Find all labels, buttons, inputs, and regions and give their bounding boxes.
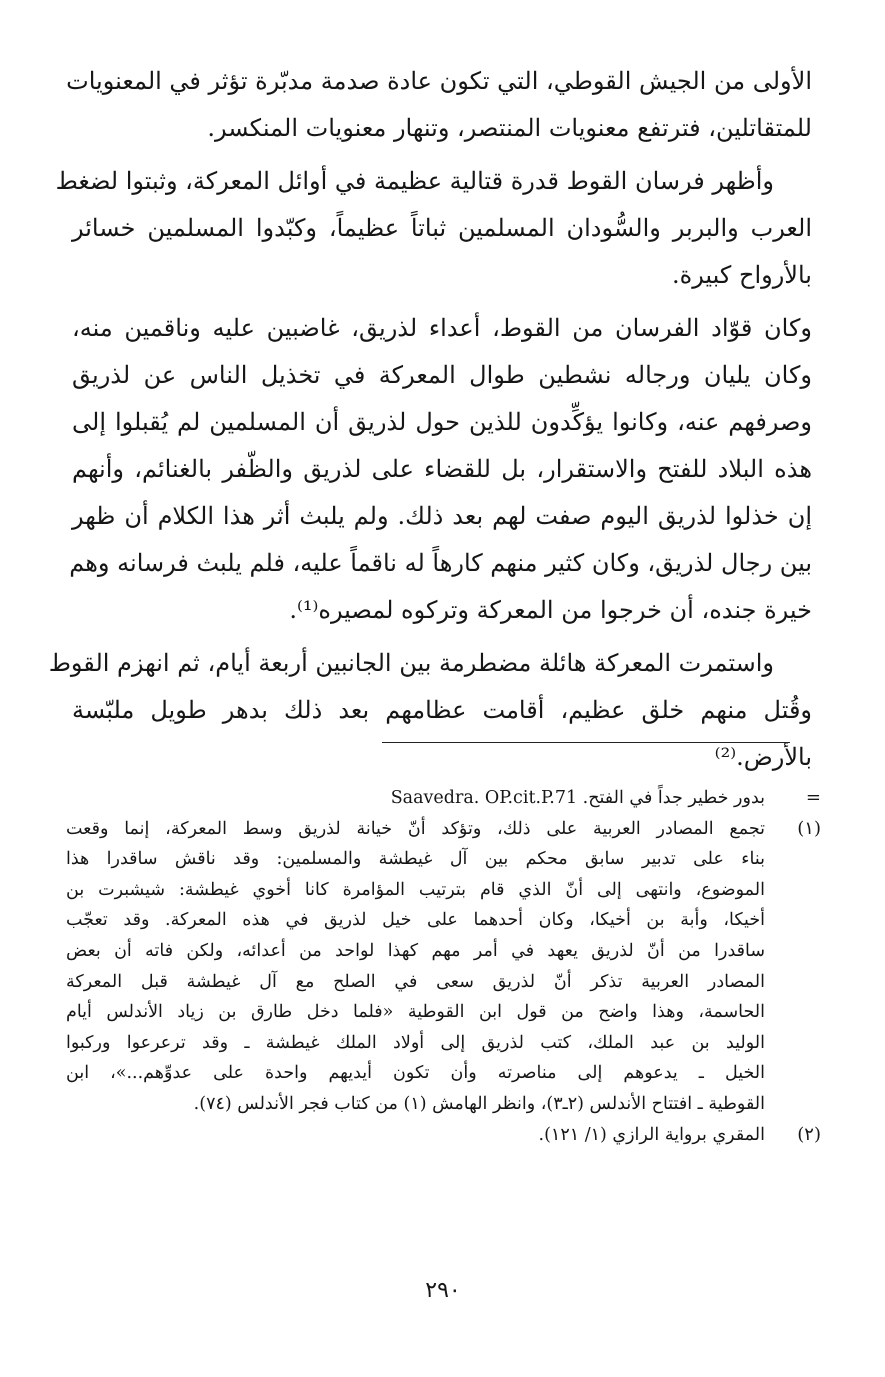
footnote-marker: (٢) [797,1123,821,1145]
footnote-line: بدور خطير جداً في الفتح. Saavedra. OP.cit.P.71 [390,788,765,808]
footnote-line: الحاسمة، وهذا واضح من قول ابن القوطية «فلما دخل طارق بن زياد الأندلس أيام [66,1002,765,1023]
text-line: هذه البلاد للفتح والاستقرار، بل للقضاء على لذريق والظّفر بالغنائم، وأنهم [72,455,812,483]
paragraph [55,158,812,299]
main-text [48,58,813,787]
text-line: إن خذلوا لذريق اليوم صفت لهم بعد ذلك. ولم يلبث أثر هذا الكلام أن ظهر [72,502,812,530]
footnote-line: أخيكا، وأبة بن أخيكا، وكان أحدهما على خيل لذريق في هذه المعركة. وقد تعجّب [66,910,765,931]
text-line: وصرفهم عنه، وكانوا يؤكِّدون للذين حول لذريق أن المسلمين لم يُقبلوا إلى [72,408,813,436]
text-line: بالأرض.⁽²⁾ [714,743,812,771]
paragraph [69,305,813,634]
text-line: وأظهر فرسان القوط قدرة قتالية عظيمة في أوائل المعركة، وثبتوا لضغط [55,167,774,195]
footnote-line: الخيل ـ يدعوهم إلى مناصرته وأن تكون أيديهم واحدة على عدوِّهم...»، ابن [66,1063,765,1084]
footnote-line: المقري برواية الرازي (١/ ١٢١). [538,1124,765,1145]
footnote-line: الوليد بن عبد الملك، كتب لذريق إلى أولاد الملك غيطشة ـ وقد ترعرعوا وركبوا [66,1032,765,1053]
footnote-1 [66,814,821,1120]
text-line: خيرة جنده، أن خرجوا من المعركة وتركوه لمصيره⁽¹⁾. [289,596,812,624]
text-line: وكان يليان ورجاله نشطين طوال المعركة في تخذيل الناس عن لذريق [72,361,812,389]
footnote-separator [382,742,790,743]
footnote-marker: = [805,787,821,808]
text-line: وكان قوّاد الفرسان من القوط، أعداء لذريق، غاضبين عليه وناقمين منه، [72,314,812,342]
text-line: واستمرت المعركة هائلة مضطرمة بين الجانبين أربعة أيام، ثم انهزم القوط [48,649,774,677]
footnote-line: ساقدرا من أنّ لذريق يعهد في أمر مهم كهذا لواحد من أعدائه، ولكن فاته أن بعض [66,940,765,961]
page-number: ٢٩٠ [425,1278,461,1303]
text-line: الأولى من الجيش القوطي، التي تكون عادة صدمة مدبّرة تؤثر في المعنويات [66,67,812,95]
footnote-marker: (١) [797,817,821,839]
footnote-line: بناء على تدبير سابق محكم بين آل غيطشة والمسلمين: وقد ناقش ساقدرا هذا [66,849,765,870]
footnote-2 [66,1120,821,1151]
text-line: وقُتل منهم خلق عظيم، أقامت عظامهم بعد ذلك بدهر طويل ملبّسة [72,696,812,724]
footnote-line: تجمع المصادر العربية على ذلك، وتؤكد أنّ خيانة لذريق وسط المعركة، إنما وقعت [66,818,765,839]
footnote-line: الموضوع، وانتهى إلى أنّ الذي قام بترتيب المؤامرة كانا أخوي غيطشة: شيشبرت بن [66,879,765,900]
text-line: بالأرواح كبيرة. [671,261,812,289]
footnote-continuation [66,783,821,814]
footnote-line: المصادر العربية تذكر أنّ لذريق سعى في الصلح مع آل غيطشة قبل المعركة [66,971,765,992]
text-line: العرب والبربر والسُّودان المسلمين ثباتاً عظيماً، وكبّدوا المسلمين خسائر [72,214,812,242]
footnote-line: القوطية ـ افتتاح الأندلس (٢ـ٣)، وانظر الهامش (١) من كتاب فجر الأندلس (٧٤). [193,1093,765,1114]
paragraph [48,640,812,781]
footnotes [66,783,821,1150]
text-line: بين رجال لذريق، وكان كثير منهم كارهاً له ناقماً عليه، فلم يلبث فرسانه وهم [69,549,812,577]
paragraph [66,58,812,152]
text-line: للمتقاتلين، فترتفع معنويات المنتصر، وتنهار معنويات المنكسر. [207,114,812,142]
